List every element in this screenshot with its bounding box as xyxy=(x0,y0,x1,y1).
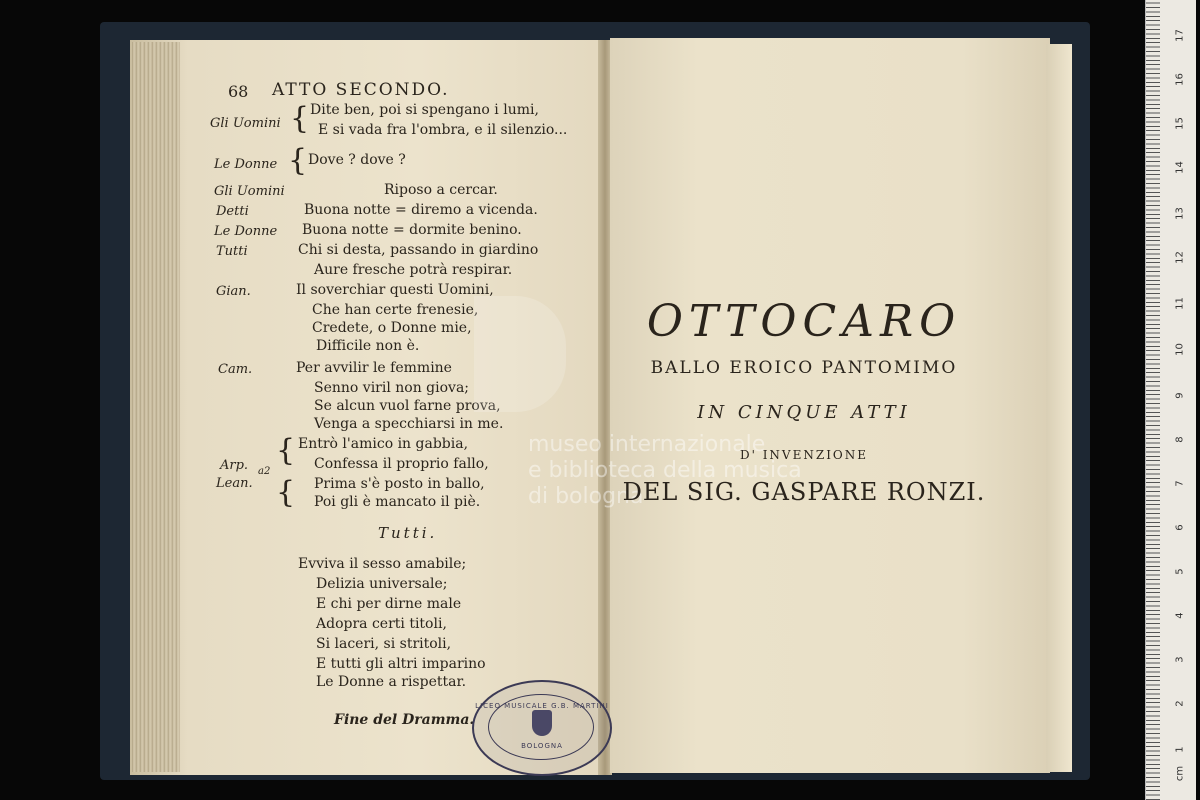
measurement-ruler xyxy=(1145,0,1196,800)
ruler-label: 10 xyxy=(1174,343,1186,356)
end-note: Fine del Dramma. xyxy=(334,712,475,728)
verse-line: Il soverchiar questi Uomini, xyxy=(296,282,494,298)
ruler-label: 14 xyxy=(1174,161,1186,174)
ruler-label: 5 xyxy=(1174,568,1186,575)
speaker-label: Le Donne xyxy=(214,224,278,239)
ruler-label: 9 xyxy=(1174,392,1186,399)
ruler-label: 6 xyxy=(1174,524,1186,531)
verse-line: Difficile non è. xyxy=(316,338,420,354)
ballet-author: DEL SIG. GASPARE RONZI. xyxy=(622,478,986,506)
verse-line: Venga a specchiarsi in me. xyxy=(314,416,504,432)
chorus-line: Le Donne a rispettar. xyxy=(316,674,467,690)
chorus-line: Si laceri, si stritoli, xyxy=(316,636,452,652)
duet-marker: a2 xyxy=(258,466,271,477)
watermark-logo xyxy=(474,296,566,412)
ballet-invention: D' INVENZIONE xyxy=(739,448,869,462)
watermark-line: di bologna xyxy=(528,484,644,509)
verse-line: Poi gli è mancato il piè. xyxy=(314,494,481,510)
verse-line: Entrò l'amico in gabbia, xyxy=(298,436,469,452)
speaker-label: Cam. xyxy=(218,362,253,377)
verse-line: Buona notte = diremo a vicenda. xyxy=(304,202,538,218)
speaker-label: Gian. xyxy=(216,284,251,299)
page-edges xyxy=(132,42,180,772)
speaker-label: Detti xyxy=(216,204,249,219)
verse-line: Riposo a cercar. xyxy=(384,182,498,198)
ruler-label: 12 xyxy=(1174,251,1186,264)
verse-line: E si vada fra l'ombra, e il silenzio... xyxy=(318,122,568,138)
right-page-edge xyxy=(1046,44,1072,772)
running-head: ATTO SECONDO. xyxy=(272,80,450,100)
ballet-subtitle: BALLO EROICO PANTOMIMO xyxy=(650,358,958,378)
chorus-line: E chi per dirne male xyxy=(316,596,462,612)
chorus-line: Delizia universale; xyxy=(316,576,448,592)
ruler-label: 7 xyxy=(1174,480,1186,487)
tutti-heading: Tutti. xyxy=(378,524,438,542)
ruler-label: 3 xyxy=(1174,656,1186,663)
verse-line: Per avvilir le femmine xyxy=(296,360,452,376)
speaker-label: Gli Uomini xyxy=(214,184,285,199)
stamp-upper-text: LICEO MUSICALE G.B. MARTINI xyxy=(475,702,609,710)
ruler-label: 16 xyxy=(1174,73,1186,86)
verse-line: Prima s'è posto in ballo, xyxy=(314,476,485,492)
brace: { xyxy=(276,475,296,510)
ruler-label: 2 xyxy=(1174,700,1186,707)
verse-line: Aure fresche potrà respirar. xyxy=(314,262,513,278)
ballet-title: OTTOCARO xyxy=(646,296,962,347)
crest-icon xyxy=(532,710,552,736)
verse-line: Credete, o Donne mie, xyxy=(312,320,472,336)
ruler-label: 13 xyxy=(1174,207,1186,220)
speaker-label: Gli Uomini xyxy=(210,116,281,131)
ruler-label: 17 xyxy=(1174,29,1186,42)
verse-line: Che han certe frenesie, xyxy=(312,302,479,318)
ruler-label: 4 xyxy=(1174,612,1186,619)
verse-line: Senno viril non giova; xyxy=(314,380,470,396)
watermark-line: museo internazionale xyxy=(528,432,766,457)
page-number: 68 xyxy=(228,82,249,101)
ruler-label: 1 xyxy=(1174,746,1186,753)
stamp-lower-text: BOLOGNA xyxy=(521,742,563,750)
ruler-unit: cm xyxy=(1174,765,1186,782)
speaker-label: Le Donne xyxy=(214,157,278,172)
library-stamp xyxy=(472,680,612,776)
speaker-label: Tutti xyxy=(216,244,248,259)
verse-line: Se alcun vuol farne prova, xyxy=(314,398,501,414)
verse-line: Dite ben, poi si spengano i lumi, xyxy=(310,102,539,118)
duet-speaker-2: Lean. xyxy=(216,476,253,491)
duet-speaker-1: Arp. xyxy=(220,458,249,473)
brace: { xyxy=(288,143,308,178)
ruler-ticks xyxy=(1146,0,1160,800)
brace: { xyxy=(290,101,310,136)
ruler-label: 15 xyxy=(1174,117,1186,130)
verse-line: Chi si desta, passando in giardino xyxy=(298,242,539,258)
brace: { xyxy=(276,433,296,468)
chorus-line: Evviva il sesso amabile; xyxy=(298,556,467,572)
watermark-line: e biblioteca della musica xyxy=(528,458,802,483)
verse-line: Confessa il proprio fallo, xyxy=(314,456,489,472)
chorus-line: E tutti gli altri imparino xyxy=(316,656,486,672)
verse-line: Buona notte = dormite benino. xyxy=(302,222,522,238)
verse-line: Dove ? dove ? xyxy=(308,152,406,168)
chorus-line: Adopra certi titoli, xyxy=(316,616,447,632)
ruler-label: 11 xyxy=(1174,297,1186,310)
ruler-label: 8 xyxy=(1174,436,1186,443)
ballet-acts: IN CINQUE ATTI xyxy=(697,402,911,423)
